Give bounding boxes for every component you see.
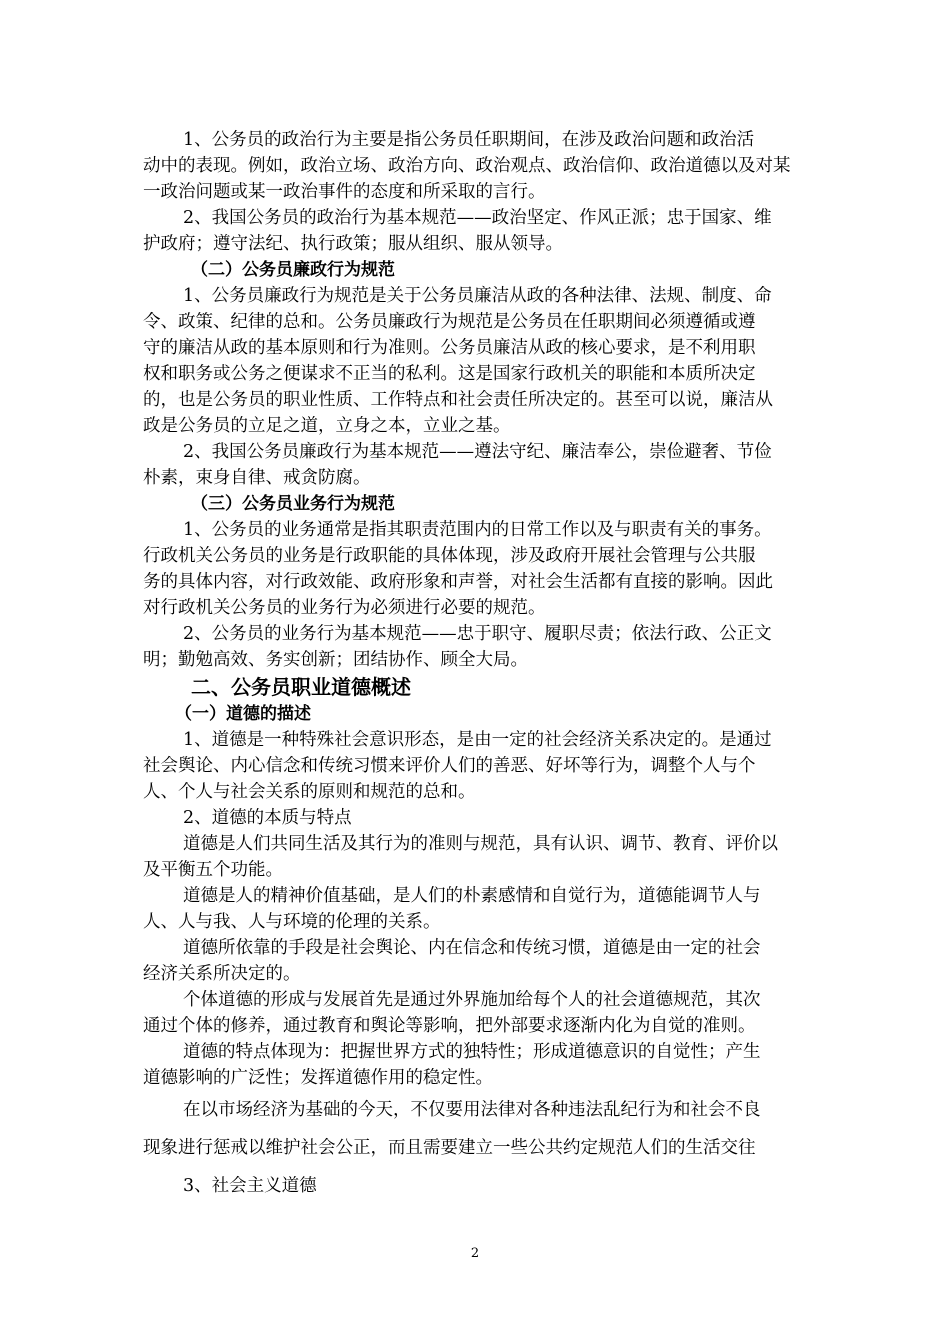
text-line: 明；勤勉高效、务实创新；团结协作、顾全大局。 bbox=[143, 650, 528, 670]
text-line: 对行政机关公务员的业务行为必须进行必要的规范。 bbox=[143, 598, 546, 618]
text-line: 道德影响的广泛性；发挥道德作用的稳定性。 bbox=[143, 1068, 493, 1088]
text-line: 护政府；遵守法纪、执行政策；服从组织、服从领导。 bbox=[143, 234, 563, 254]
text-line: 1、公务员的业务通常是指其职责范围内的日常工作以及与职责有关的事务。 bbox=[183, 520, 772, 540]
text-line: 一政治问题或某一政治事件的态度和所采取的言行。 bbox=[143, 182, 546, 202]
text-line: 1、道德是一种特殊社会意识形态，是由一定的社会经济关系决定的。是通过 bbox=[183, 730, 772, 750]
text-line: 经济关系所决定的。 bbox=[143, 964, 301, 984]
subsection-heading: （一）道德的描述 bbox=[175, 704, 311, 724]
text-line: 通过个体的修养，通过教育和舆论等影响，把外部要求逐渐内化为自觉的准则。 bbox=[143, 1016, 756, 1036]
page-number: 2 bbox=[470, 1246, 480, 1261]
text-line: 道德所依靠的手段是社会舆论、内在信念和传统习惯，道德是由一定的社会 bbox=[183, 938, 761, 958]
text-line: 守的廉洁从政的基本原则和行为准则。公务员廉洁从政的核心要求，是不利用职 bbox=[143, 338, 756, 358]
text-line: 政是公务员的立足之道，立身之本，立业之基。 bbox=[143, 416, 511, 436]
text-line: 2、公务员的业务行为基本规范——忠于职守、履职尽责；依法行政、公正文 bbox=[183, 624, 772, 644]
text-line: 及平衡五个功能。 bbox=[143, 860, 283, 880]
subsection-heading: （二）公务员廉政行为规范 bbox=[191, 260, 395, 280]
text-line: 动中的表现。例如，政治立场、政治方向、政治观点、政治信仰、政治道德以及对某 bbox=[143, 156, 791, 176]
text-line: 人、个人与社会关系的原则和规范的总和。 bbox=[143, 782, 476, 802]
text-line: 3、社会主义道德 bbox=[183, 1176, 317, 1196]
section-heading: 二、公务员职业道德概述 bbox=[191, 675, 411, 699]
subsection-heading: （三）公务员业务行为规范 bbox=[191, 494, 395, 514]
text-line: 行政机关公务员的业务是行政职能的具体体现，涉及政府开展社会管理与公共服 bbox=[143, 546, 756, 566]
text-line: 2、我国公务员廉政行为基本规范——遵法守纪、廉洁奉公，崇俭避奢、节俭 bbox=[183, 442, 772, 462]
text-line: 1、公务员的政治行为主要是指公务员任职期间，在涉及政治问题和政治活 bbox=[183, 130, 755, 150]
text-line: 人、人与我、人与环境的伦理的关系。 bbox=[143, 912, 441, 932]
text-line: 权和职务或公务之便谋求不正当的私利。这是国家行政机关的职能和本质所决定 bbox=[143, 364, 756, 384]
text-line: 在以市场经济为基础的今天，不仅要用法律对各种违法乱纪行为和社会不良 bbox=[183, 1100, 761, 1120]
text-line: 社会舆论、内心信念和传统习惯来评价人们的善恶、好坏等行为，调整个人与个 bbox=[143, 756, 756, 776]
text-line: 的，也是公务员的职业性质、工作特点和社会责任所决定的。甚至可以说，廉洁从 bbox=[143, 390, 773, 410]
text-line: 个体道德的形成与发展首先是通过外界施加给每个人的社会道德规范，其次 bbox=[183, 990, 761, 1010]
text-line: 道德的特点体现为：把握世界方式的独特性；形成道德意识的自觉性；产生 bbox=[183, 1042, 761, 1062]
text-line: 2、道德的本质与特点 bbox=[183, 808, 352, 828]
text-line: 道德是人的精神价值基础，是人们的朴素感情和自觉行为，道德能调节人与 bbox=[183, 886, 761, 906]
text-line: 2、我国公务员的政治行为基本规范——政治坚定、作风正派；忠于国家、维 bbox=[183, 208, 772, 228]
text-line: 现象进行惩戒以维护社会公正，而且需要建立一些公共约定规范人们的生活交往 bbox=[143, 1138, 756, 1158]
text-line: 务的具体内容，对行政效能、政府形象和声誉，对社会生活都有直接的影响。因此 bbox=[143, 572, 773, 592]
text-line: 朴素，束身自律、戒贪防腐。 bbox=[143, 468, 371, 488]
text-line: 1、公务员廉政行为规范是关于公务员廉洁从政的各种法律、法规、制度、命 bbox=[183, 286, 772, 306]
text-line: 道德是人们共同生活及其行为的准则与规范，具有认识、调节、教育、评价以 bbox=[183, 834, 778, 854]
text-line: 令、政策、纪律的总和。公务员廉政行为规范是公务员在任职期间必须遵循或遵 bbox=[143, 312, 756, 332]
